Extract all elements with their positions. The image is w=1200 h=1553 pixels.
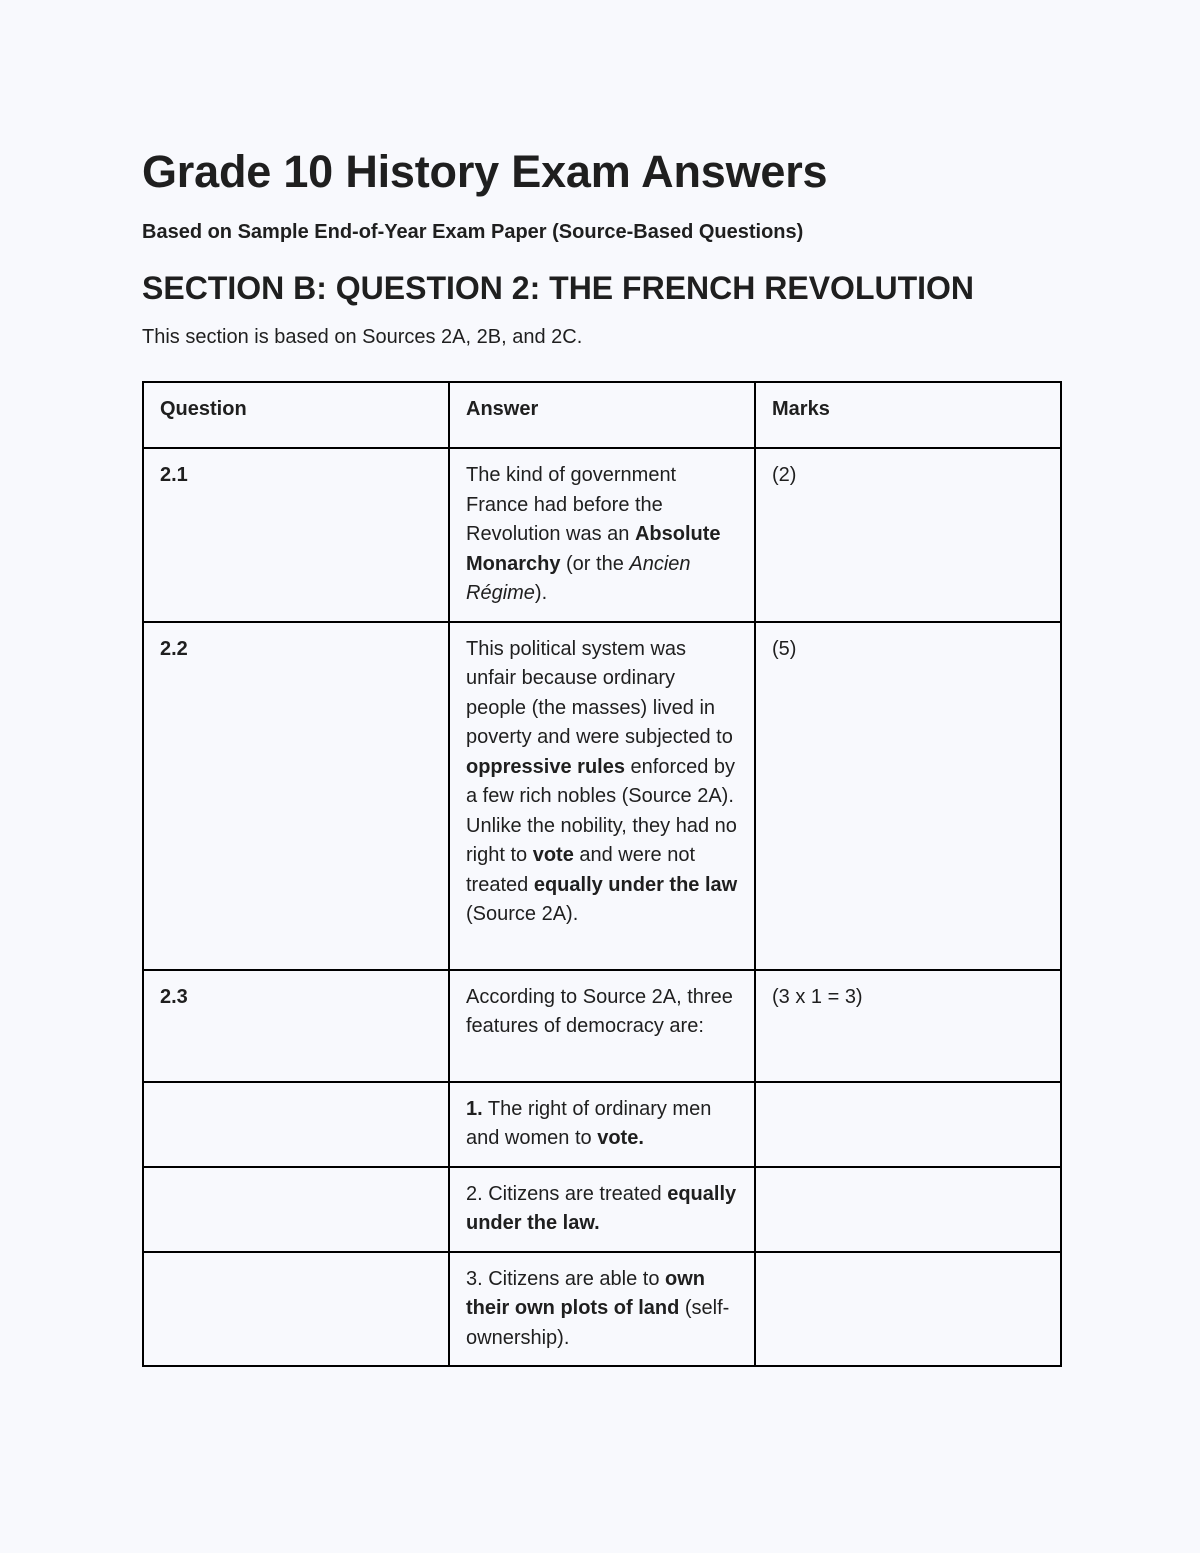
header-answer: Answer (449, 382, 755, 448)
answer-emphasis: oppressive rules (466, 755, 625, 778)
answer-cell (449, 970, 755, 1082)
answer-emphasis: equally under the law (533, 873, 738, 896)
answer-cell (449, 448, 755, 622)
table-row (143, 622, 1061, 970)
section-title: SECTION B: QUESTION 2: THE FRENCH REVOLUTION (142, 270, 975, 306)
marks-cell: (3 x 1 = 3) (755, 970, 1061, 1082)
answer-text: This political system was unfair because ordinary people (the masses) lived in poverty and were subjected to (466, 637, 733, 748)
table-row (143, 448, 1061, 622)
answer-text: ). (534, 582, 548, 604)
answer-text: (Source 2A). (466, 903, 579, 925)
answer-cell (449, 622, 755, 970)
document-title: Grade 10 History Exam Answers (142, 146, 828, 197)
question-number (143, 1252, 449, 1367)
header-marks: Marks (755, 382, 1061, 448)
marks-cell: (2) (755, 448, 1061, 622)
table-row (143, 970, 1061, 1082)
answer-italic: Ancien Régime (466, 552, 691, 604)
answer-text: (or the (560, 552, 630, 575)
marks-cell: (5) (755, 622, 1061, 970)
question-number: 2.1 (143, 448, 449, 622)
question-number: 2.2 (143, 622, 449, 970)
answer-text: 3. Citizens are able to (466, 1267, 665, 1290)
answer-text: The right of ordinary men and women to (466, 1097, 712, 1149)
answer-cell (449, 1082, 755, 1167)
answer-cell (449, 1167, 755, 1252)
answer-cell (449, 1252, 755, 1367)
question-number (143, 1167, 449, 1252)
marks-cell (755, 1082, 1061, 1167)
answer-text: and were not treated (466, 844, 696, 896)
table-row (143, 1167, 1061, 1252)
answer-emphasis: own their own plots of land (466, 1267, 705, 1319)
question-number (143, 1082, 449, 1167)
section-intro: This section is based on Sources 2A, 2B, and 2C. (142, 326, 583, 348)
answers-table (142, 381, 1062, 1367)
table-row (143, 1082, 1061, 1167)
marks-cell (755, 1252, 1061, 1367)
answer-emphasis: vote (532, 844, 574, 866)
header-question: Question (143, 382, 449, 448)
table-header-row (143, 382, 1061, 448)
answer-emphasis: 1. (466, 1097, 483, 1120)
document-subtitle: Based on Sample End-of-Year Exam Paper (Source-Based Questions) (142, 221, 804, 243)
table-row (143, 1252, 1061, 1367)
question-number: 2.3 (143, 970, 449, 1082)
answer-text: 2. Citizens are treated (466, 1182, 668, 1205)
answer-emphasis: Absolute Monarchy (466, 523, 721, 575)
marks-cell (755, 1167, 1061, 1252)
answer-emphasis: vote. (597, 1127, 644, 1149)
answer-text: According to Source 2A, three features of democracy are: (466, 985, 733, 1037)
answer-text: (self-ownership). (466, 1297, 730, 1349)
document-page (142, 140, 1060, 1349)
answer-text: enforced by a few rich nobles (Source 2A). Unlike the nobility, they had no right to (466, 755, 737, 866)
answer-text: The kind of government France had before the Revolution was an (466, 464, 677, 545)
answer-emphasis: equally under the law. (466, 1182, 737, 1234)
